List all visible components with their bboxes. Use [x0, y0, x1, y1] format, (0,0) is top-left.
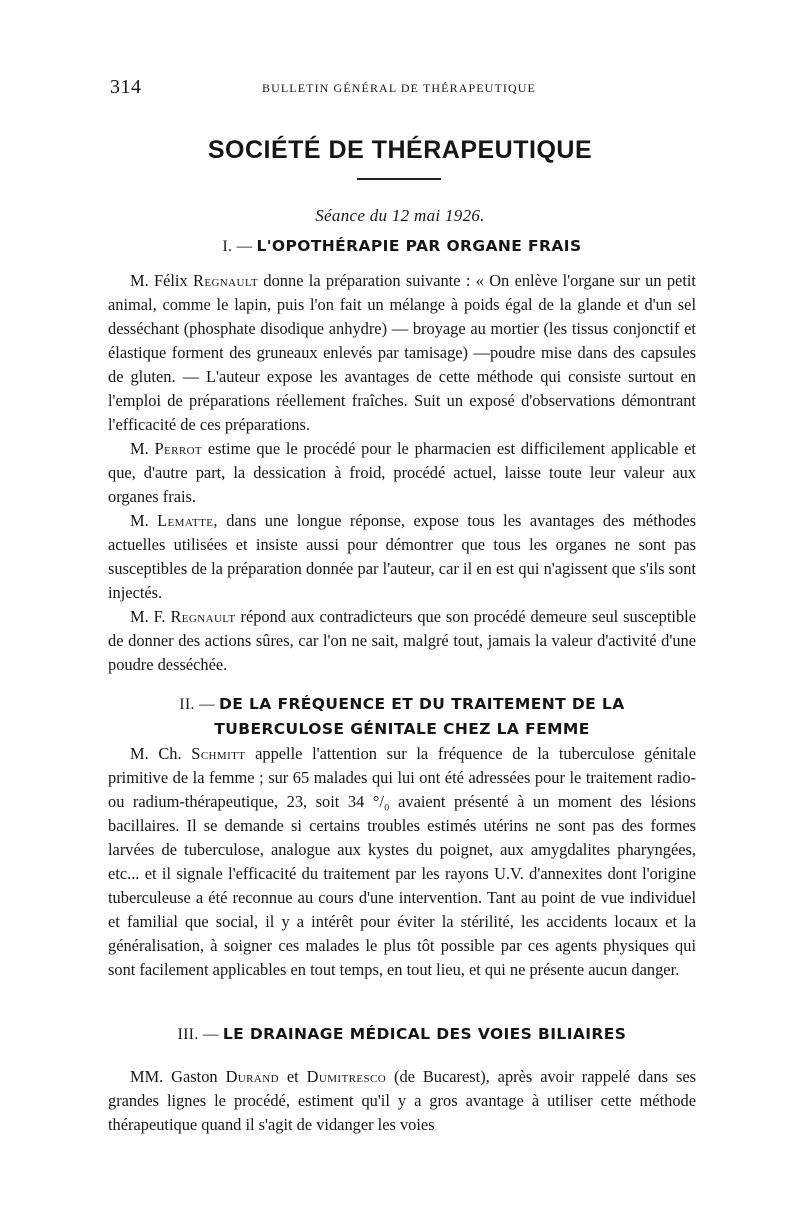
speaker-name: Lematte, [157, 511, 218, 530]
section-numeral: II. — [179, 696, 215, 713]
speaker: M. [130, 511, 149, 530]
speaker-name: Durand [225, 1067, 279, 1086]
paragraph [108, 742, 696, 982]
section-heading-3 [108, 1022, 696, 1047]
section-heading-2 [108, 692, 696, 741]
speaker-name: Perrot [154, 439, 203, 458]
speaker-name-2: Dumitresco [306, 1067, 387, 1086]
page-number: 314 [110, 76, 142, 98]
speaker-name: Regnault [193, 271, 259, 290]
paragraph-text: donne la préparation suivante : « On enlève l'organe sur un petit animal, comme le lapin, puis l'on fait un mélange à poids égal de la glande et d'un sel desséchant (phosphate disodique anhydre) — broyage au mortier (les tissus conjonctif et élastique forment des gruneaux enlevés par tamisage) —poudre mise dans des capsules de gluten. — L'auteur expose les avantages de cette méthode qui consiste surtout en l'emploi de préparations réellement fraîches. Suit un exposé d'observations démontrant l'efficacité de ces préparations. [108, 271, 696, 434]
speaker: M. Ch. [130, 744, 182, 763]
section-heading-text: LE DRAINAGE MÉDICAL DES VOIES BILIAIRES [222, 1025, 627, 1043]
running-title: BULLETIN GÉNÉRAL DE THÉRAPEUTIQUE [262, 81, 536, 95]
paragraph-text: appelle l'attention sur la fréquence de la tuberculose génitale primitive de la femme ; sur 65 malades qui lui ont été adressées pour le traitement radio- ou radium-thérapeutique, 23, soit 34 °/₀ avaient présenté à un moment des lésions bacillaires. Il se demande si certains troubles estimés utérins ne sont pas des formes larvées de tuberculose, analogue aux kystes du poignet, aux amygdalites pharyngées, etc... et il signale l'efficacité du traitement par les rayons U.V. d'annexites dont l'origine tuberculeuse a été reconnue au cours d'une intervention. Tant au point de vue individuel et familial que social, il y a intérêt pour éviter la stérilité, les accidents locaux et la généralisation, à soigner ces malades le plus tôt possible par ces agents physiques qui sont facilement applicables en tout temps, en tout lieu, et qui ne présente aucun danger. [108, 744, 696, 979]
speaker: M. Félix [130, 271, 188, 290]
speaker-name: Regnault [170, 607, 236, 626]
speaker-name: Schmitt [191, 744, 246, 763]
paragraph-text: (de Bucarest), après avoir rappelé dans ses grandes lignes le procédé, estiment qu'il y a gros avantage à utiliser cette méthode thérapeutique quand il s'agit de vidanger les voies [108, 1067, 696, 1134]
speaker: M. [130, 439, 149, 458]
section-body-1 [108, 269, 696, 677]
section-heading-text: DE LA FRÉQUENCE ET DU TRAITEMENT DE LA [218, 695, 625, 713]
speaker: MM. Gaston [130, 1067, 218, 1086]
page-header [110, 76, 690, 100]
section-body-2 [108, 742, 696, 982]
section-body-3 [108, 1065, 696, 1137]
section-heading-text-line2: TUBERCULOSE GÉNITALE CHEZ LA FEMME [214, 720, 590, 738]
paragraph [108, 509, 696, 605]
connector: et [286, 1067, 299, 1086]
section-heading-text: L'OPOTHÉRAPIE PAR ORGANE FRAIS [256, 237, 582, 255]
paragraph [108, 269, 696, 437]
section-heading-1 [108, 234, 696, 259]
page-title: SOCIÉTÉ DE THÉRAPEUTIQUE [207, 136, 593, 164]
paragraph-text: répond aux contradicteurs que son procédé demeure seul susceptible de donner des actions sûres, car l'on ne sait, malgré tout, jamais la valeur d'activité d'une poudre desséchée. [108, 607, 696, 674]
paragraph-text: estime que le procédé pour le pharmacien est difficilement applicable et que, d'autre part, la dessication à froid, procédé actuel, laisse toute leur valeur aux organes frais. [108, 439, 696, 506]
session-date: Séance du 12 mai 1926. [315, 206, 485, 225]
section-numeral: I. — [222, 238, 253, 255]
speaker: M. F. [130, 607, 166, 626]
title-rule [357, 178, 441, 180]
paragraph [108, 1065, 696, 1137]
paragraph-text: dans une longue réponse, expose tous les avantages des méthodes actuelles utilisées et insiste aussi pour démontrer que tous les organes ne sont pas susceptibles de la préparation donnée par l'auteur, car il en est qui n'agissent que s'ils sont injectés. [108, 511, 696, 602]
section-numeral: III. — [177, 1026, 219, 1043]
paragraph [108, 437, 696, 509]
paragraph [108, 605, 696, 677]
